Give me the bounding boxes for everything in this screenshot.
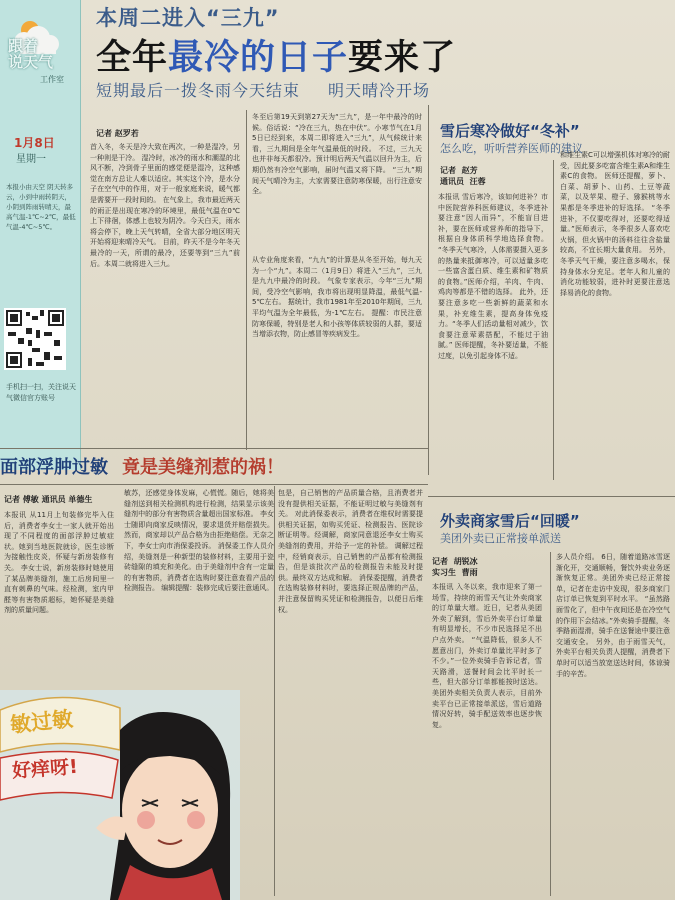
column-divider bbox=[553, 160, 554, 480]
main-story-col-1: 首入冬，冬天是冷大致在两次，一种是湿冷，另一种则是干冷。 湿冷时，冰冷的雨水和潮湿的北风不断，冷到骨子里面的感觉便是湿冷，这种感觉在南方总让人难以适应。其实这个冷，是水分子在空气中的作用，对于一般家庭来说，暖气都是需要开一段时间的。 在气象上，我市最近两天的雨正是出现在寒冷的环境里，最低气温在0℃上下徘徊，体感上也较为阴冷。今天白天，雨水将会停下，晚上天气转晴，全省大部分地区明天开始将迎来晴冷天气。 目前，昨天不是今年冬天最冷的一天，所谓的最冷，还要等到“三九”前后。本周二就将进入三九。 bbox=[90, 143, 240, 268]
column-sub: 工作室 bbox=[40, 75, 64, 84]
issue-weekday: 星期一 bbox=[16, 154, 46, 165]
right-bottom-byline: 记者 胡锐冰 实习生 曹雨 bbox=[432, 557, 478, 577]
right-top-title: 雪后寒冷做好“冬补” bbox=[440, 122, 580, 140]
headline-highlight: 最冷的日子 bbox=[168, 38, 349, 78]
main-story-col-2: 冬至后第19天到第27天为“三九”，是一年中最冷的时候。俗话说：“冷在三九，热在中伏”。小寒节气在1月5日已经到来，本周二即将进入“三九”，从气候统计来看，三九期间是全年气温最低的时段。 不过，三九天也并非每天都很冷。预计明后两天气温以回升为主，后期仍然有冷空气影响，届时气温又将下降。 “三九”期间天气晴冷为主，大家需要注意防寒保暖，出行注意安全。 bbox=[252, 113, 422, 196]
main-byline: 记者 赵罗若 bbox=[96, 129, 139, 138]
main-kicker: 本周二进入“三九” bbox=[96, 6, 280, 30]
qr-code-icon[interactable] bbox=[4, 308, 66, 370]
bubble-text-allergy: 敏过敏 bbox=[9, 706, 75, 738]
main-headline bbox=[96, 30, 456, 80]
bubble-text-itchy: 好痒呀! bbox=[11, 755, 79, 783]
subhead-right: 明天晴冷开场 bbox=[328, 81, 431, 100]
headline-post: 要来了 bbox=[348, 38, 457, 78]
right-bottom-col-2: 多人员介绍。 6日，随着道路冰雪逐渐化开，交通顺畅，餐饮外卖业务逐渐恢复正常。美团外卖已经正常接单，记者在走访中发现，很多商家门店订单已恢复到平时水平。 “虽然路面雪化了，但中午夜间还是在冷空气的作用下会结冰。”外卖骑手提醒，冬季路面湿滑，骑手在送餐途中要注意交通安全。 另外，由于雨雪天气，外卖平台相关负责人提醒，消费者下单时可以适当放宽送达时间，体谅骑手的辛苦。 bbox=[556, 553, 670, 678]
feature-col-3: 包是，自己销售的产品质量合格，且消费者并没有提供相关证据，不能证明过敏与美缝剂有关。 对此消保委表示，消费者在维权时需要提供相关证据，如购买凭证、检测报告、医院诊断证明等。经调解，商家同意退还李女士购买美缝剂的费用，并给予一定的补偿。 调解过程中，经销商表示，自己销售的产品都有检测报告，但是该批次产品的检测报告未能及时提供。最终双方达成和解。 消保委提醒，消费者在选购装修材料时，要选择正规品牌的产品，并注意保留购买凭证和检测报告，以便日后维权。 bbox=[278, 489, 423, 614]
right-top-byline: 记者 赵芳 通讯员 汪蓉 bbox=[440, 166, 486, 186]
feature-title-punch: 竟是美缝剂惹的祸！ bbox=[122, 457, 284, 478]
feature-col-2: 敏苏，还感觉身体发麻，心慌慌。随后，她将美缝剂送到相关检测机构进行检测，结果显示该美缝剂中的部分有害物质含量超出国家标准。 李女士随即向商家反映情况，要求退货并赔偿损失。然而，商家却以产品合格为由拒绝赔偿。无奈之下，李女士向市消保委投诉。 消保委工作人员介绍，美缝剂是一种新型的装修材料，主要用于瓷砖缝隙的填充和美化。由于美缝剂中含有一定量的有害物质，消费者在选购时要注意查看产品的检测报告。 编辑提醒：装修完成后要注意通风。 bbox=[124, 489, 274, 593]
column-label: 跟着 说天气 bbox=[8, 37, 54, 71]
right-top-col-2: 和维生素C可以增强机体对寒冷的耐受，因此要多吃富含维生素A和维生素C的食物。 医师还提醒，萝卜、白菜、胡萝卜、山药、土豆等蔬菜，以及苹果、橙子、猕猴桃等水果都是冬季进补的好选择。 “冬季进补，不仅要吃得对，还要吃得适量。”医师表示，冬季很多人喜欢吃火锅，但火锅中的汤料往往含盐量较高，不宜长期大量食用。 另外，冬季天气干燥，要注意多喝水，保持身体水分充足。老年人和儿童的消化功能较弱，进补时更要注意选择易消化的食物。 bbox=[560, 151, 670, 297]
feature-byline: 记者 傅敏 通讯员 单德生 bbox=[4, 495, 93, 504]
column-divider bbox=[274, 486, 275, 896]
column-divider bbox=[428, 105, 429, 475]
section-divider bbox=[428, 496, 675, 497]
right-top-col-1: 本报讯 雪后寒冷，该如何进补？市中医院营养科医师建议，冬季进补要注意“因人而异”，不能盲目进补，要在医师或营养师的指导下，根据自身体质科学地选择食物。 “冬季天气寒冷，人体需要摄入更多的热量来抵御寒冷，可以适量多吃一些富含蛋白质、维生素和矿物质的食物。”医师介绍，羊肉、牛肉、鸡肉等都是不错的选择。 此外，还要注意多吃一些新鲜的蔬菜和水果，补充维生素，提高身体免疫力。“冬季人们活动量相对减少，饮食要注意荤素搭配，不能过于油腻。” 医师提醒，冬补要适量，不能过度，以免引起身体不适。 bbox=[438, 193, 548, 360]
sidebar-footer: 手机扫一扫，关注说天气微信官方账号 bbox=[6, 383, 76, 402]
headline-pre: 全年 bbox=[96, 38, 169, 78]
right-bottom-col-1: 本报讯 入冬以来，我市迎来了第一场雪，持续的雨雪天气让外卖商家的订单量大增。近日，记者从美团外卖了解到，雪后外卖平台订单量有明显增长，不少市民选择足不出户点外卖。 “气温降低，很多人不愿意出门，外卖订单量比平时多了不少。”一位外卖骑手告诉记者，雪天路滑，送餐时间会比平时长一些，但大部分订单都能按时送达。 美团外卖相关负责人表示，目前外卖平台已正常接单派送，雪后道路情况好转，骑手配送效率也逐步恢复。 bbox=[432, 583, 542, 729]
column-divider bbox=[246, 110, 247, 450]
section-divider bbox=[0, 448, 428, 449]
issue-date: 1月8日 bbox=[14, 136, 55, 150]
main-subhead bbox=[96, 78, 430, 101]
right-top-subtitle: 怎么吃，听听营养医师的建议 bbox=[440, 142, 583, 155]
right-bottom-title: 外卖商家雪后“回暖” bbox=[440, 512, 580, 530]
feature-title-pre: 面部浮肿过敏 bbox=[0, 457, 108, 478]
weather-sidebar bbox=[0, 0, 81, 470]
sidebar-forecast-text: 本报小由天空 阴天转多云，小到中雨转阴天，小阴到阵雨转晴天，最高气温-1℃~2℃，最低气温-4℃~5℃。 bbox=[6, 183, 76, 231]
main-story-col-3: 从专业角度来看，“九九”的计算是从冬至开始，每九天为一个“九”。本周二（1月9日）将进入“三九”，三九是九九中最冷的时段。 气象专家表示，今年“三九”期间，受冷空气影响，我市将出现明显降温，最低气温-5℃左右。 据统计，我市1981年至2010年期间，三九平均气温为全年最低，为-1℃左右。 提醒：市民注意防寒保暖，特别是老人和小孩等体质较弱的人群，要适当增添衣物，防止感冒等疾病发生。 bbox=[252, 256, 422, 339]
subhead-left: 短期最后一拨冬雨今天结束 bbox=[96, 81, 301, 100]
right-bottom-subtitle: 美团外卖已正常接单派送 bbox=[440, 532, 561, 545]
feature-title bbox=[0, 453, 284, 479]
feature-col-1: 本报讯 从11月上旬装修完毕入住后，消费者李女士一家人就开始出现了不同程度的面部浮肿过敏症状。她到当地医院就诊，医生诊断为接触性皮炎，怀疑与新房装修有关。 李女士说，新房装修时她使用了某品牌美缝剂，施工后房间里一直有刺鼻的气味。经检测，室内甲醛等有害物质超标，她怀疑是美缝剂的质量问题。 bbox=[4, 511, 114, 615]
section-divider bbox=[0, 484, 428, 485]
column-divider bbox=[550, 552, 551, 896]
